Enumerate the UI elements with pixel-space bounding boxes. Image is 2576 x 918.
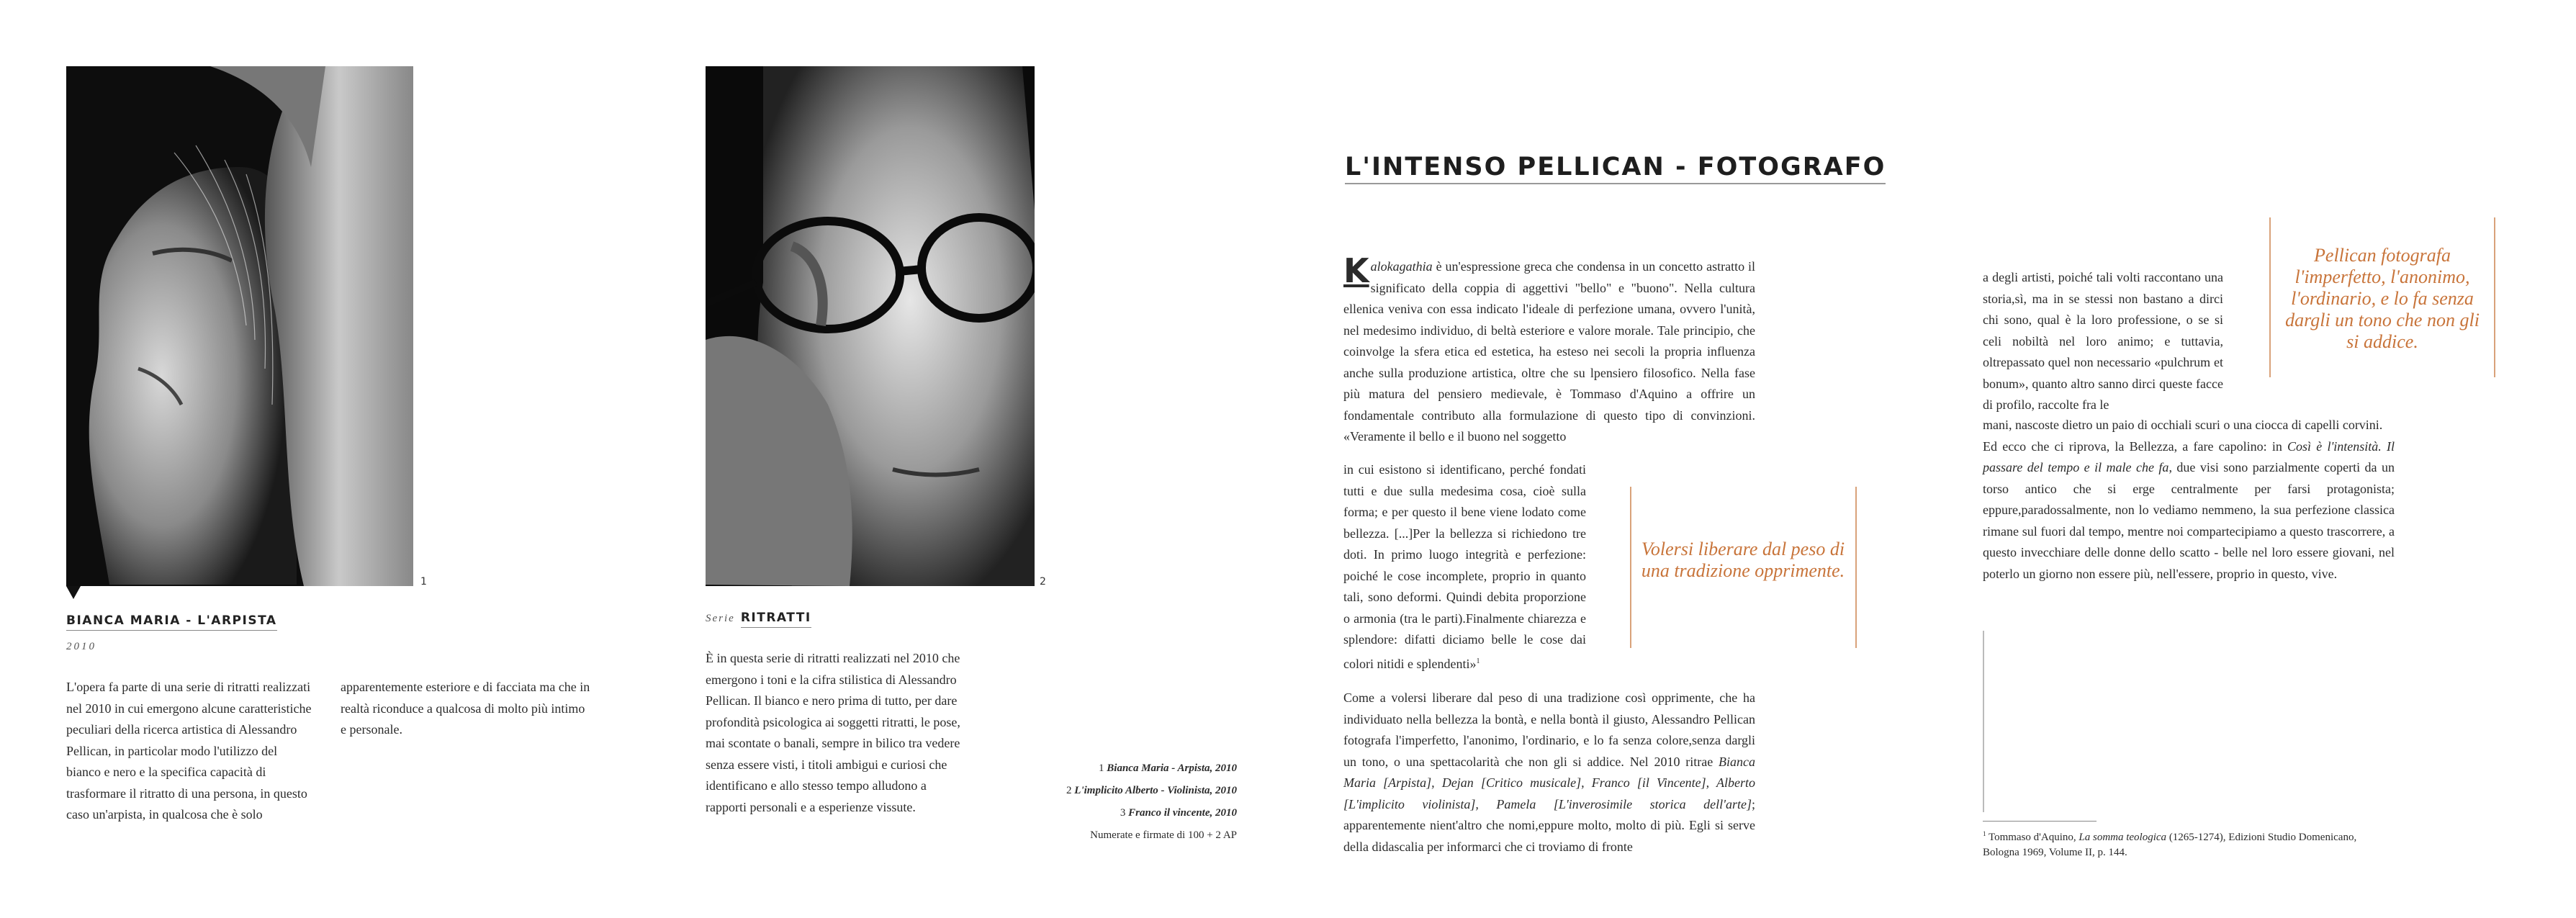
quote2-rule-left — [2269, 217, 2271, 377]
photo-ritratti — [706, 66, 1035, 586]
photo-number: 2 — [1040, 576, 1046, 588]
quote2-rule-right — [2494, 217, 2495, 377]
note-item: 2 L'implicito Alberto - Violinista, 2010 — [1066, 785, 1237, 796]
page-title: L'INTENSO PELLICAN - FOTOGRAFO — [1345, 153, 1886, 184]
portrait-image-man — [706, 66, 1035, 586]
pull-quote-1: Volersi liberare dal peso di una tradizione opprimente. — [1641, 539, 1845, 581]
caption-title-bianca-maria: BIANCA MARIA - L'ARPISTA — [66, 613, 277, 631]
text-column-3: È in questa serie di ritratti realizzati nel 2010 che emergono i toni e la cifra stilistica di Alessandro Pellican. Il bianco e nero prima di tutto, per dare profondità psicologica ai soggetti ritratti, le pose, mai scontate o banali, sempre in bilico tra vedere senza essere visti, i titoli ambigui e curiosi che identificano e allo stesso tempo alludono a rapporti personali e a esperienze vissute. — [706, 651, 960, 814]
text-column-2: apparentemente esteriore e di facciata ma che in realtà riconduce a qualcosa di molto più intimo e personale. — [341, 680, 590, 737]
portrait-image — [66, 66, 413, 586]
quote-rule-right — [1855, 487, 1857, 648]
footnote: $^1$ Tommaso d'Aquino, La somma teologica (1265-1274), Edizioni Studio Domenicano, Bologna 1969, Volume II, p. 144. — [1983, 830, 2357, 858]
text-column-1: L'opera fa parte di una serie di ritratti realizzati nel 2010 in cui emergono alcune caratteristiche peculiari della ricerca artistica di Alessandro Pellican, in particolar modo l'utilizzo del bianco e nero e la specifica capacità di trasformare il ritratto di una persona, in questo caso un'arpista, in qualcosa che è solo — [66, 680, 312, 822]
note-item: 1 Bianca Maria - Arpista, 2010 — [1099, 762, 1237, 774]
caption-serie-label: Serie — [706, 613, 735, 624]
edition-note: Numerate e firmate di 100 + 2 AP — [1090, 829, 1237, 841]
dropcap: K — [1343, 251, 1369, 290]
article-column-2-narrow: a degli artisti, poiché tali volti raccontano una storia,sì, ma in se stessi non bastano a dirci chi sono, qual è la loro professione, o se si celi nobiltà nel loro animo; e tuttavia, oltrepassato quel non necessario «pulchrum et bonum», quanto altro sanno dirci queste facce di profilo, raccolte fra le — [1983, 270, 2223, 412]
article-column-1-bottom: Come a volersi liberare dal peso di una tradizione così opprimente, che ha individuato nella bellezza la bontà, e nella bontà il giusto, Alessandro Pellican fotografa l'imperfetto, l'anonimo, l'ordinario, e lo fa senza colore,senza dargli un tono, o una spettacolarità che non gli si addice. Nel 2010 ritrae Bianca Maria [Arpista], Dejan [Critico musicale], Franco [il Vincente], Alberto [L'implicito violinista], Pamela [L'inverosimile storica dell'arte]; apparentemente nient'altro che nomi,eppure molto, molto di più. Egli si serve della didascalia per informarci che ci troviamo di fronte — [1343, 690, 1755, 854]
caption-ritratti — [706, 611, 811, 625]
footnote-rule — [1983, 821, 2097, 822]
article-column-2-full: mani, nascoste dietro un paio di occhiali scuri o una ciocca di capelli corvini. Ed ecco che ci riprova, la Bellezza, a fare capolino: in Così è l'intensità. Il passare del tempo e il male che fa, due visi sono parzialmente coperti da un torso antico che si erge centralmente per farsi protagonista; eppure,paradossalmente, non lo vediamo nemmeno, la sua perfezione classica rimane sul fuori dal tempo, mentre noi compartecipiamo a questo trascorrere, a questo invecchiare delle donne dello scatto - belle nel loro essere giovani, nel poterlo un giorno non essere più, nell'essere, proprio in questo, vive. — [1983, 418, 2395, 581]
article-column-1-narrow: in cui esistono si identificano, perché fondati tutti e due sulla medesima cosa, cioè sulla forma; e per questo il bene viene lodato come bellezza. [...]Per la bellezza si richiedono tre doti. In primo luogo integrità e perfezione: poiché le cose incomplete, proprio in quanto tali, sono deformi. Quindi debita proporzione o armonia (tra le parti).Finalmente chiarezza e splendore: difatti diciamo belle le cose dai colori nitidi e splendenti»$^1$ — [1343, 462, 1586, 671]
photo-bianca-maria — [66, 66, 413, 586]
photo-corner-marker — [66, 586, 81, 599]
artwork-notes — [994, 757, 1237, 847]
pull-quote-2: Pellican fotografa l'imperfetto, l'anonimo, l'ordinario, e lo fa senza dargli un tono che non gli si addice. — [2285, 245, 2480, 352]
caption-title-ritratti: RITRATTI — [741, 611, 811, 628]
column-rule — [1983, 631, 1984, 812]
note-item: 3 Franco il vincente, 2010 — [1120, 807, 1237, 819]
caption-year: 2010 — [66, 641, 96, 652]
quote-rule-left — [1630, 487, 1631, 648]
photo-number: 1 — [420, 576, 427, 588]
article-column-1-top: Kalokagathia è un'espressione greca che condensa in un concetto astratto il significato della coppia di aggettivi "bello" e "buono". Nella cultura ellenica veniva con essa indicato l'ideale di perfezione umana, ovvero l'unità, nel medesimo individuo, di beltà esteriore e valore morale. Tale principio, che coinvolge la sfera etica ed estetica, ha esteso nei secoli la propria influenza anche sulla produzione artistica, oltre che su lpensiero filosofico. Nella fase più matura del pensiero medievale, è Tommaso d'Aquino a offrire un fondamentale contributo alla formulazione di questo tipo di convinzioni. «Veramente il bello e il buono nel soggetto — [1343, 251, 1756, 444]
